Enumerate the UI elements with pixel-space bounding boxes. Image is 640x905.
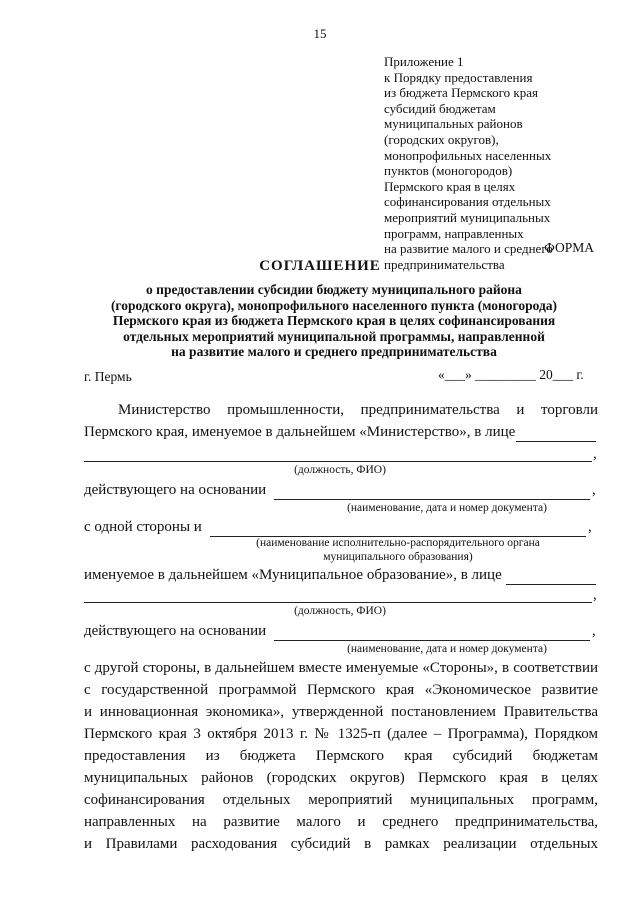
appendix-line: Пермского края в целях (384, 178, 516, 194)
caption: муниципального образования) (323, 551, 473, 563)
fill-line (516, 441, 596, 442)
appendix-line: мероприятий муниципальных (384, 209, 551, 225)
comma: , (593, 587, 597, 603)
paragraph-line: предоставления из бюджета Пермского края субсидий бюджетам (84, 748, 598, 764)
appendix-line: программ, направленных (384, 225, 524, 241)
document-title: СОГЛАШЕНИЕ (259, 258, 381, 274)
comma: , (592, 482, 596, 498)
form-label: ФОРМА (544, 240, 594, 255)
appendix-line: монопрофильных населенных (384, 147, 552, 163)
appendix-line: из бюджета Пермского края (384, 85, 539, 101)
appendix-line: предпринимательства (384, 256, 505, 272)
paragraph-line: с государственной программой Пермского края «Экономическое развитие (84, 682, 598, 698)
appendix-line: муниципальных районов (384, 116, 523, 132)
body-line: Пермского края, именуемое в дальнейшем «Министерство», в лице (84, 424, 516, 440)
fill-line (84, 461, 592, 462)
appendix-line: субсидий бюджетам (384, 100, 496, 116)
caption: (должность, ФИО) (294, 464, 386, 476)
caption: (наименование, дата и номер документа) (347, 502, 547, 514)
fill-line (274, 640, 590, 641)
paragraph-line: софинансирования отдельных мероприятий муниципальных программ, (84, 792, 598, 808)
fill-line (506, 584, 596, 585)
paragraph-line: с другой стороны, в дальнейшем вместе именуемые «Стороны», в соответствии (84, 660, 598, 676)
paragraph-line: направленных на развитие малого и среднего предпринимательства, (84, 814, 598, 830)
appendix-line: к Порядку предоставления (384, 69, 533, 85)
appendix-line: (городских округов), (384, 131, 499, 147)
caption: (наименование исполнительно-распорядительного органа (256, 537, 540, 549)
body-line: действующего на основании (84, 482, 267, 498)
body-line: действующего на основании (84, 623, 267, 639)
paragraph-line: муниципальных районов (городских округов) Пермского края в целях (84, 770, 598, 786)
appendix-line: Приложение 1 (384, 54, 464, 69)
fill-line (84, 602, 592, 603)
document-subtitle (74, 282, 594, 360)
appendix-block (384, 54, 634, 272)
subtitle-line: Пермского края из бюджета Пермского края в целях софинансирования (112, 313, 556, 329)
subtitle-line: на развитие малого и среднего предпринимательства (171, 344, 497, 360)
paragraph-line: и инновационная экономика», утвержденной постановлением Правительства (84, 704, 598, 720)
body-line: с одной стороны и (84, 519, 202, 535)
subtitle-line: (городского округа), монопрофильного населенного пункта (моногорода) (110, 297, 558, 313)
page-number: 15 (313, 26, 327, 41)
subtitle-line: отдельных мероприятий муниципальной программы, направленной (123, 328, 545, 344)
fill-line (274, 499, 590, 500)
subtitle-line: о предоставлении субсидии бюджету муниципального района (146, 282, 522, 297)
body-line: Министерство промышленности, предпринимательства и торговли (118, 402, 598, 418)
paragraph-line: Пермского края 3 октября 2013 г. № 1325-п (далее – Программа), Порядком (84, 726, 598, 742)
caption: (наименование, дата и номер документа) (347, 643, 547, 655)
comma: , (593, 446, 597, 462)
body-line: именуемое в дальнейшем «Муниципальное образование», в лице (84, 567, 502, 583)
caption: (должность, ФИО) (294, 605, 386, 617)
appendix-line: пунктов (моногородов) (384, 163, 513, 179)
appendix-line: софинансирования отдельных (384, 194, 551, 210)
comma: , (592, 623, 596, 639)
city: г. Пермь (84, 369, 132, 384)
comma: , (588, 519, 592, 535)
appendix-line: на развитие малого и среднего (384, 241, 553, 257)
date-placeholder: «___» _________ 20___ г. (438, 367, 584, 382)
paragraph-line: и Правилами расходования субсидий в рамках реализации отдельных (84, 836, 598, 852)
